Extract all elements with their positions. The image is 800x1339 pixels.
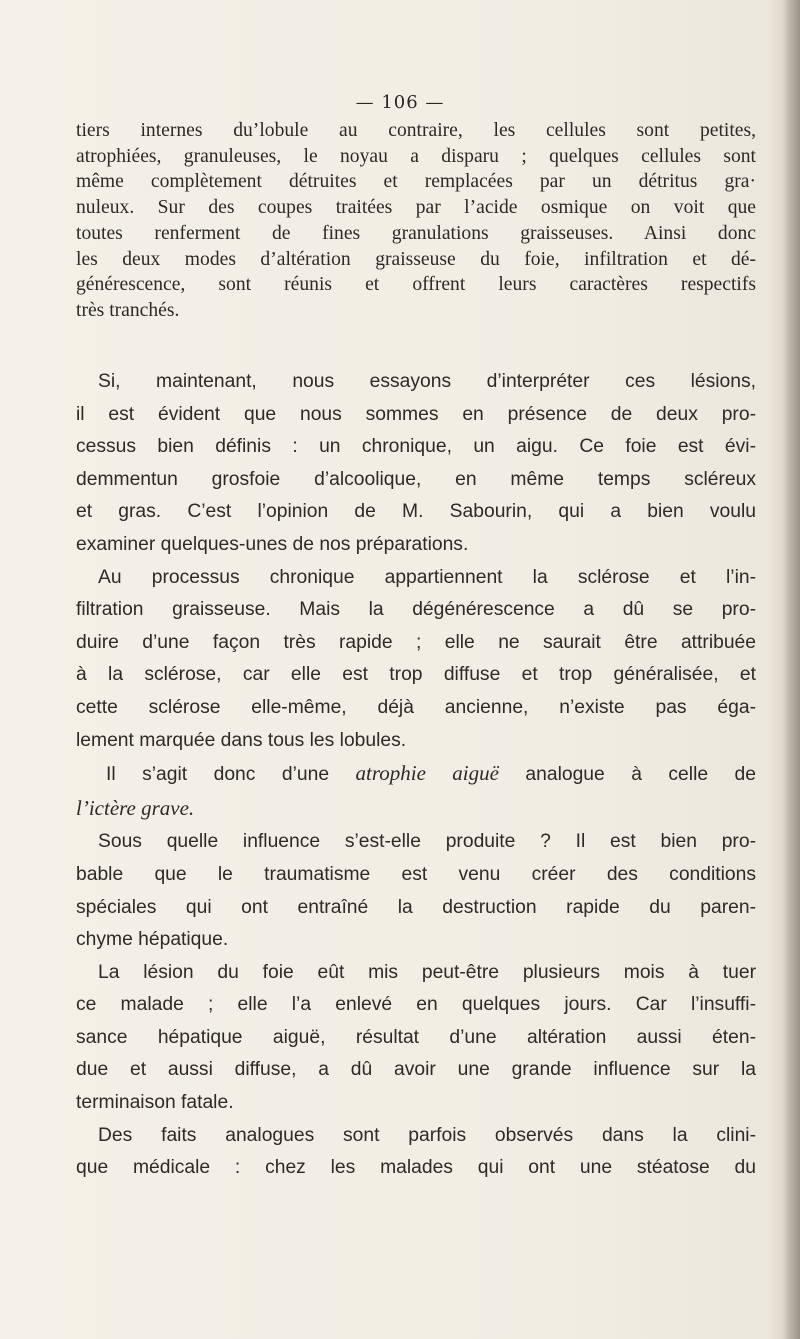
text-line: sance hépatique aiguë, résultat d’une altération aussi éten-	[76, 1026, 756, 1048]
text-span: analogue à celle de	[498, 764, 756, 786]
text-line: les deux modes d’altération graisseuse du foie, infiltration et dé-	[76, 248, 756, 270]
text-line: duire d’une façon très rapide ; elle ne saurait être attribuée	[76, 631, 756, 653]
text-line: atrophiées, granuleuses, le noyau a disparu ; quelques cellules sont	[76, 145, 756, 167]
text-line-with-italic	[76, 757, 756, 792]
text-line: Au processus chronique appartiennent la sclérose et l’in-	[98, 566, 756, 588]
text-line: La lésion du foie eût mis peut-être plusieurs mois à tuer	[98, 961, 756, 983]
text-line: examiner quelques-unes de nos préparations.	[76, 533, 469, 555]
page-edge-shadow	[782, 0, 800, 1339]
text-line: Si, maintenant, nous essayons d’interpréter ces lésions,	[98, 371, 756, 392]
text-line: que médicale : chez les malades qui ont une stéatose du	[76, 1157, 756, 1179]
text-line: due et aussi diffuse, a dû avoir une grande influence sur la	[76, 1059, 756, 1081]
text-line: tiers internes du’lobule au contraire, les cellules sont petites,	[76, 120, 756, 141]
text-line: cessus bien définis : un chronique, un aigu. Ce foie est évi-	[76, 436, 756, 458]
text-line: ce malade ; elle l’a enlevé en quelques jours. Car l’insuffi-	[76, 994, 756, 1016]
text-line: bable que le traumatisme est venu créer des conditions	[76, 863, 756, 885]
text-line: et gras. C’est l’opinion de M. Sabourin, qui a bien voulu	[76, 501, 756, 523]
text-line: lement marquée dans tous les lobules.	[76, 729, 407, 751]
text-line: générescence, sont réunis et offrent leurs caractères respectifs	[76, 274, 756, 296]
text-line: demmentun grosfoie d’alcoolique, en même temps scléreux	[76, 468, 756, 490]
text-line: spéciales qui ont entraîné la destruction rapide du paren-	[76, 896, 756, 918]
text-line: très tranchés.	[76, 299, 180, 321]
text-line-italic	[76, 792, 756, 827]
text-line: Sous quelle influence s’est-elle produite ? Il est bien pro-	[98, 831, 756, 853]
page-number: — 106 —	[355, 92, 445, 113]
text-line: chyme hépatique.	[76, 929, 229, 951]
text-line: à la sclérose, car elle est trop diffuse et trop généralisée, et	[76, 664, 756, 686]
text-line: même complètement détruites et remplacées par un détritus gra·	[76, 171, 756, 193]
text-span: Il s’agit donc d’une	[106, 764, 356, 786]
text-line: toutes renferment de fines granulations graisseuses. Ainsi donc	[76, 222, 756, 244]
text-line: filtration graisseuse. Mais la dégénérescence a dû se pro-	[76, 599, 756, 621]
main-text	[76, 366, 756, 1185]
italic-term: l’ictère grave.	[76, 795, 195, 820]
italic-term: atrophie aiguë	[355, 761, 499, 786]
text-line: Des faits analogues sont parfois observés dans la clini-	[98, 1124, 756, 1146]
text-line: nuleux. Sur des coupes traitées par l’acide osmique on voit que	[76, 197, 756, 219]
text-line: il est évident que nous sommes en présence de deux pro-	[76, 403, 756, 425]
text-line: terminaison fatale.	[76, 1092, 234, 1114]
paragraph-continued	[76, 118, 756, 324]
text-line: cette sclérose elle-même, déjà ancienne, n’existe pas éga-	[76, 696, 756, 718]
